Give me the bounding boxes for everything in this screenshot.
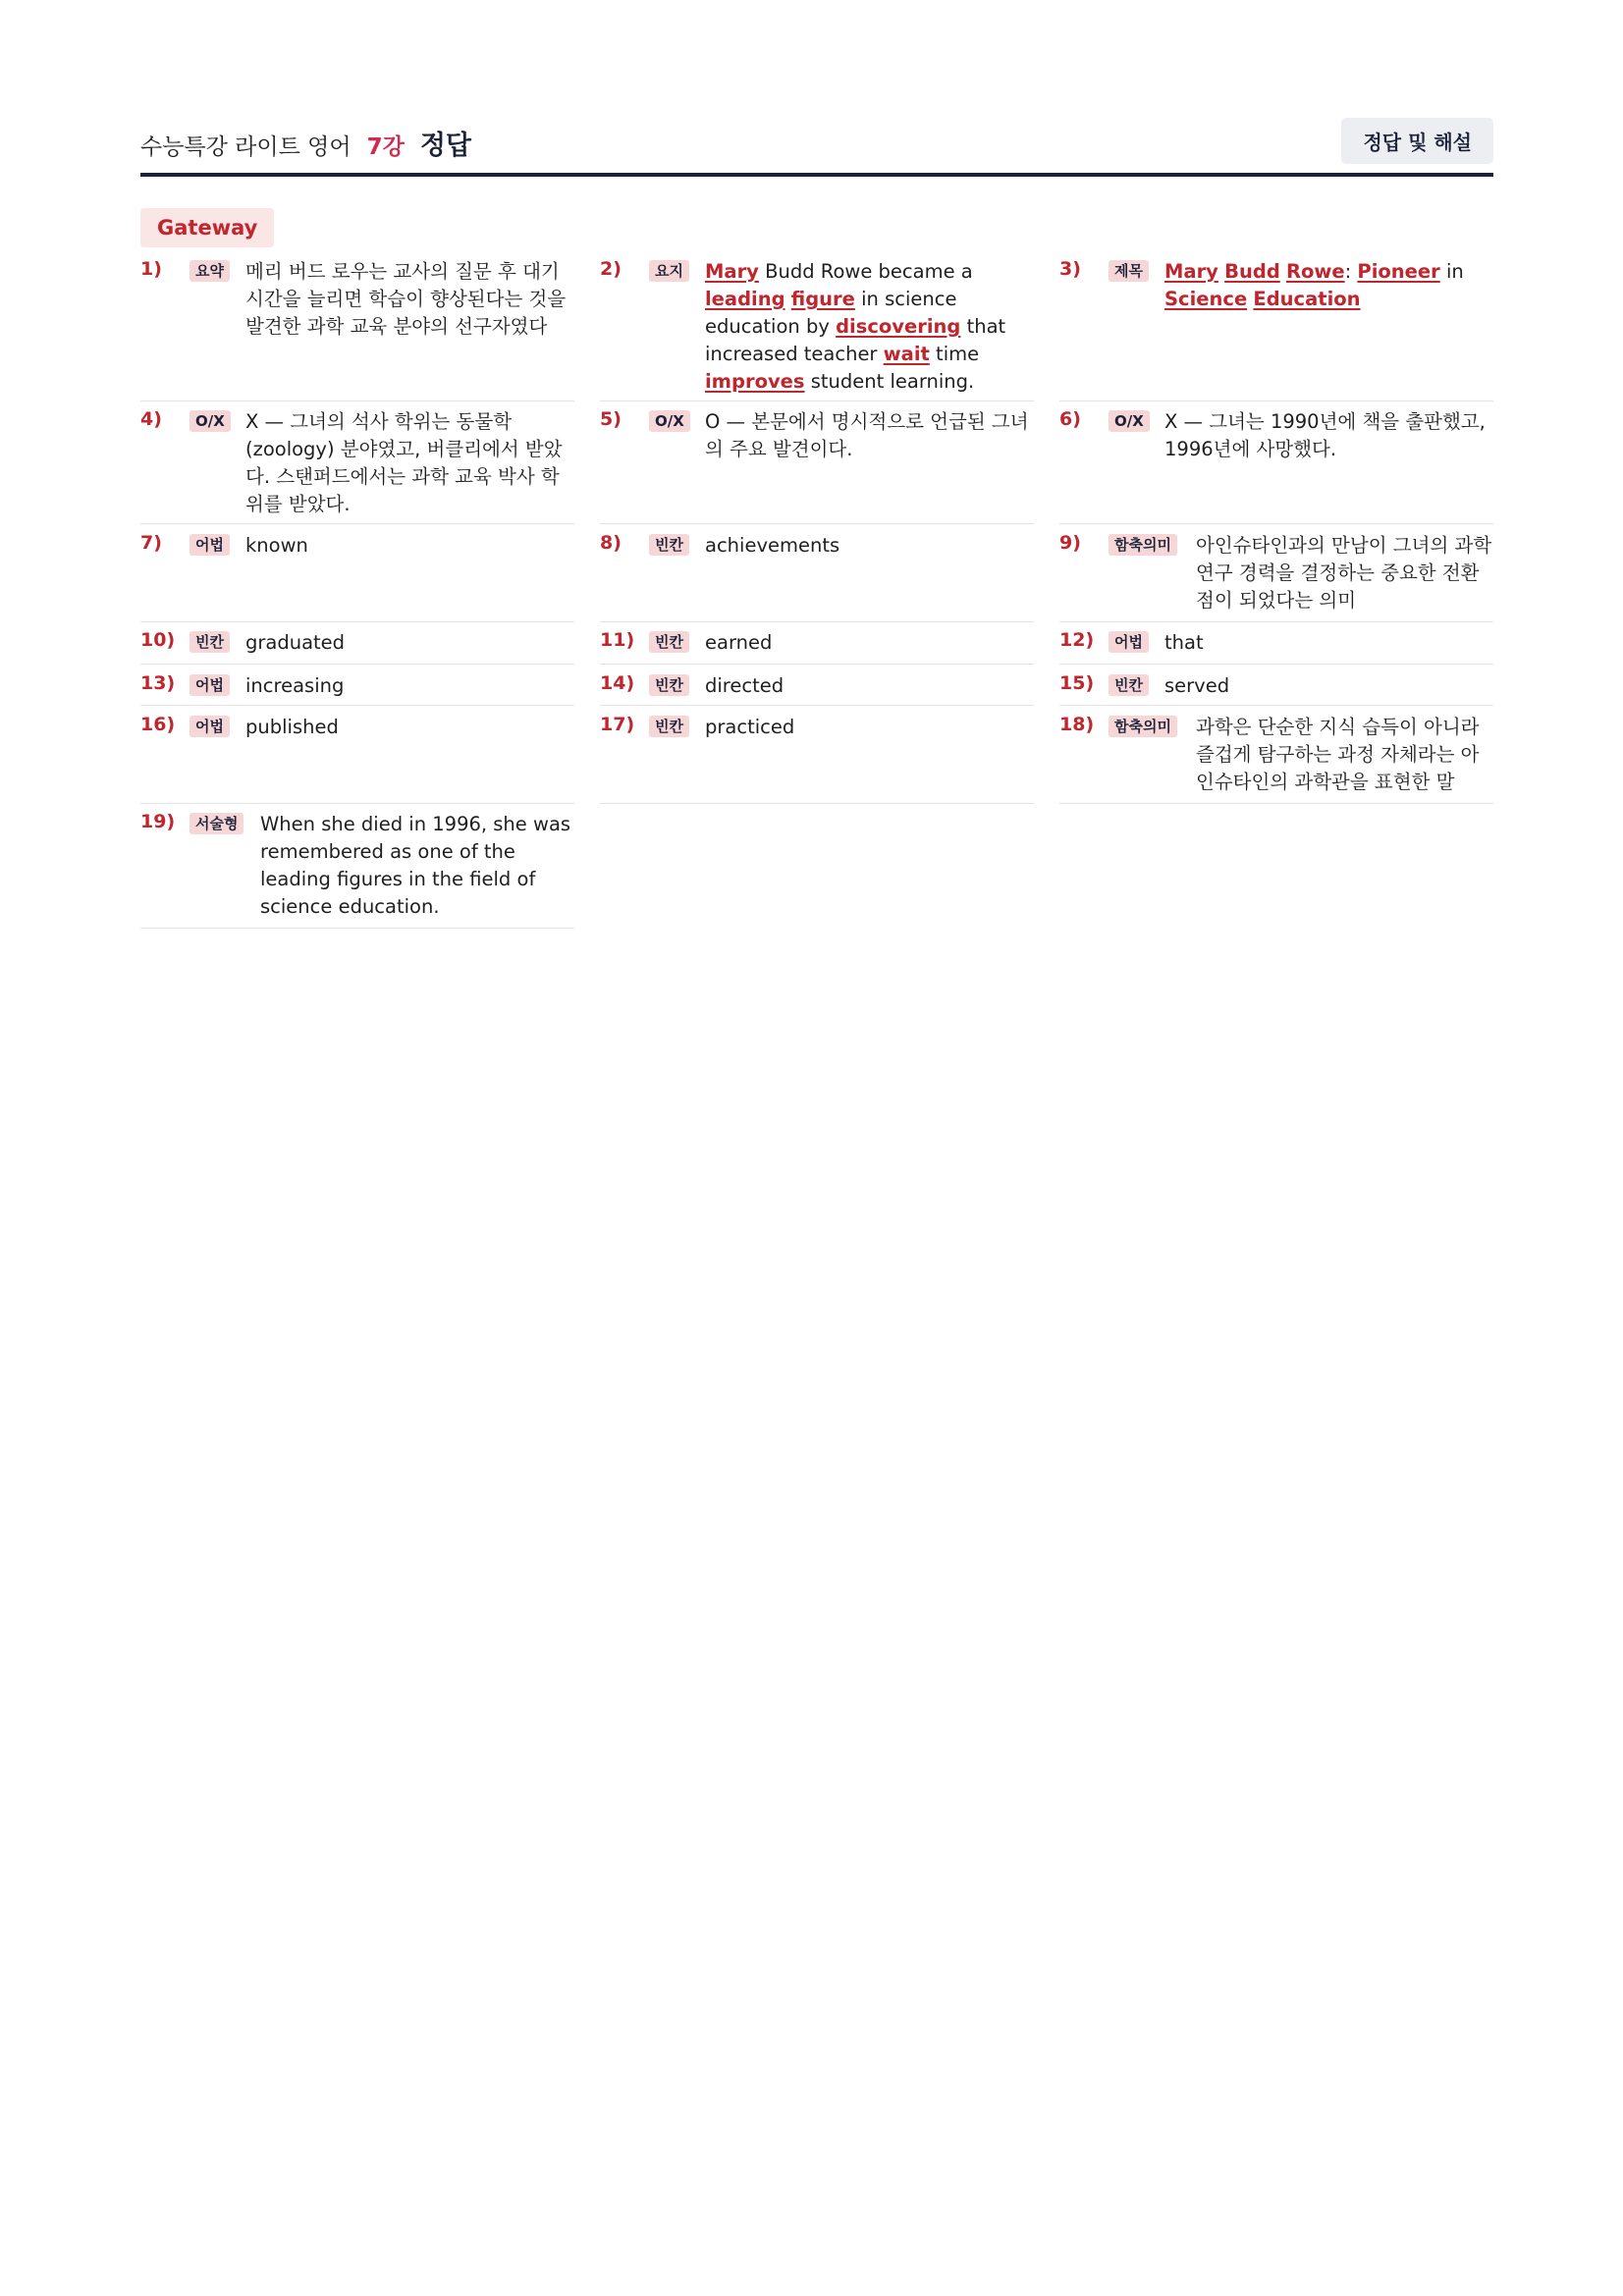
answer-item-18 (1059, 714, 1493, 804)
key-word: wait (883, 343, 930, 365)
answer-item-9 (1059, 532, 1493, 622)
item-answer: 메리 버드 로우는 교사의 질문 후 대기 시간을 늘리면 학습이 향상된다는 것을 발견한 과학 교육 분야의 선구자였다 (245, 260, 567, 338)
item-number: 16) (140, 714, 176, 735)
item-answer: known (245, 534, 308, 557)
item-type-tag: 빈칸 (649, 716, 689, 737)
key-word: discovering (836, 315, 961, 338)
item-answer: O — 본문에서 명시적으로 언급된 그녀의 주요 발견이다. (705, 410, 1029, 460)
item-type-tag: 어법 (189, 674, 230, 696)
item-type-tag: 빈칸 (1109, 674, 1149, 696)
answer-item-13 (140, 672, 574, 706)
answer-item-19 (140, 811, 574, 929)
item-number: 7) (140, 532, 162, 554)
item-type-tag: 빈칸 (189, 631, 230, 653)
answer-item-15 (1059, 672, 1493, 706)
key-word: figure (790, 288, 855, 310)
key-word: Education (1253, 288, 1361, 310)
item-type-tag: 제목 (1109, 260, 1149, 282)
gateway-section-label: Gateway (140, 208, 274, 247)
item-number: 12) (1059, 629, 1095, 651)
key-word: Mary (1164, 260, 1218, 283)
answer-item-16 (140, 714, 574, 804)
item-answer: When she died in 1996, she was remembered as one of the leading figures in the field of science education. (260, 813, 571, 918)
item-type-tag: 함축의미 (1109, 534, 1177, 556)
item-number: 11) (600, 629, 635, 651)
header-title (140, 124, 471, 162)
item-number: 17) (600, 714, 635, 735)
item-number: 18) (1059, 714, 1095, 735)
answer-item-11 (600, 629, 1034, 665)
item-number: 19) (140, 811, 176, 832)
key-word: Science (1164, 288, 1248, 310)
answer-item-12 (1059, 629, 1493, 665)
item-type-tag: 어법 (189, 716, 230, 737)
key-word: Mary (705, 260, 759, 283)
item-answer: X — 그녀는 1990년에 책을 출판했고, 1996년에 사망했다. (1164, 410, 1486, 460)
item-number: 13) (140, 672, 176, 694)
item-number: 15) (1059, 672, 1095, 694)
item-type-tag: O/X (189, 410, 231, 432)
item-answer: Mary Budd Rowe became a leading figure in science education by discovering that increased teacher wait time improves student learning. (705, 260, 1006, 393)
header-divider (140, 173, 1493, 177)
item-number: 3) (1059, 258, 1081, 280)
lesson-number: 7강 (366, 134, 405, 160)
key-word: Rowe (1285, 260, 1345, 283)
item-number: 1) (140, 258, 162, 280)
answer-item-10 (140, 629, 574, 665)
item-answer: graduated (245, 631, 346, 654)
page-header (140, 116, 1493, 173)
item-answer: 아인슈타인과의 만남이 그녀의 과학 연구 경력을 결정하는 중요한 전환점이 되었다는 의미 (1196, 534, 1492, 612)
item-answer: X — 그녀의 석사 학위는 동물학(zoology) 분야였고, 버클리에서 받았다. 스탠퍼드에서는 과학 교육 박사 학위를 받았다. (245, 410, 563, 515)
answer-item-17 (600, 714, 1034, 804)
answer-item-8 (600, 532, 1034, 622)
item-number: 6) (1059, 408, 1081, 430)
item-answer: practiced (705, 716, 795, 738)
key-word: Pioneer (1357, 260, 1440, 283)
answer-item-2 (600, 258, 1034, 401)
item-type-tag: 함축의미 (1109, 716, 1177, 737)
item-number: 8) (600, 532, 622, 554)
item-answer: that (1164, 631, 1204, 654)
key-word: leading (705, 288, 785, 310)
item-type-tag: 어법 (1109, 631, 1149, 653)
item-type-tag: O/X (1109, 410, 1150, 432)
item-type-tag: 요약 (189, 260, 230, 282)
item-type-tag: 빈칸 (649, 534, 689, 556)
answer-item-6 (1059, 408, 1493, 524)
answer-item-7 (140, 532, 574, 622)
item-answer: earned (705, 631, 773, 654)
key-word: improves (705, 370, 805, 393)
item-answer: published (245, 716, 339, 738)
answer-explanation-badge: 정답 및 해설 (1341, 118, 1493, 164)
key-word: Budd (1224, 260, 1280, 283)
item-answer: Mary Budd Rowe: Pioneer in Science Education (1164, 260, 1464, 310)
series-title: 수능특강 라이트 영어 (140, 134, 352, 160)
item-answer: achievements (705, 534, 840, 557)
item-type-tag: 서술형 (189, 813, 243, 834)
answer-heading: 정답 (419, 131, 471, 161)
item-number: 14) (600, 672, 635, 694)
answer-item-5 (600, 408, 1034, 524)
answer-item-1 (140, 258, 574, 401)
answer-item-4 (140, 408, 574, 524)
item-answer: served (1164, 674, 1230, 697)
item-type-tag: O/X (649, 410, 690, 432)
item-type-tag: 어법 (189, 534, 230, 556)
item-type-tag: 요지 (649, 260, 689, 282)
item-answer: 과학은 단순한 지식 습득이 아니라 즐겁게 탐구하는 과정 자체라는 아인슈타인의 과학관을 표현한 말 (1196, 716, 1480, 793)
item-number: 10) (140, 629, 176, 651)
item-type-tag: 빈칸 (649, 674, 689, 696)
item-number: 2) (600, 258, 622, 280)
answer-item-3 (1059, 258, 1493, 401)
item-number: 9) (1059, 532, 1081, 554)
item-answer: directed (705, 674, 784, 697)
item-answer: increasing (245, 674, 345, 697)
answer-item-14 (600, 672, 1034, 706)
item-type-tag: 빈칸 (649, 631, 689, 653)
item-number: 5) (600, 408, 622, 430)
item-number: 4) (140, 408, 162, 430)
